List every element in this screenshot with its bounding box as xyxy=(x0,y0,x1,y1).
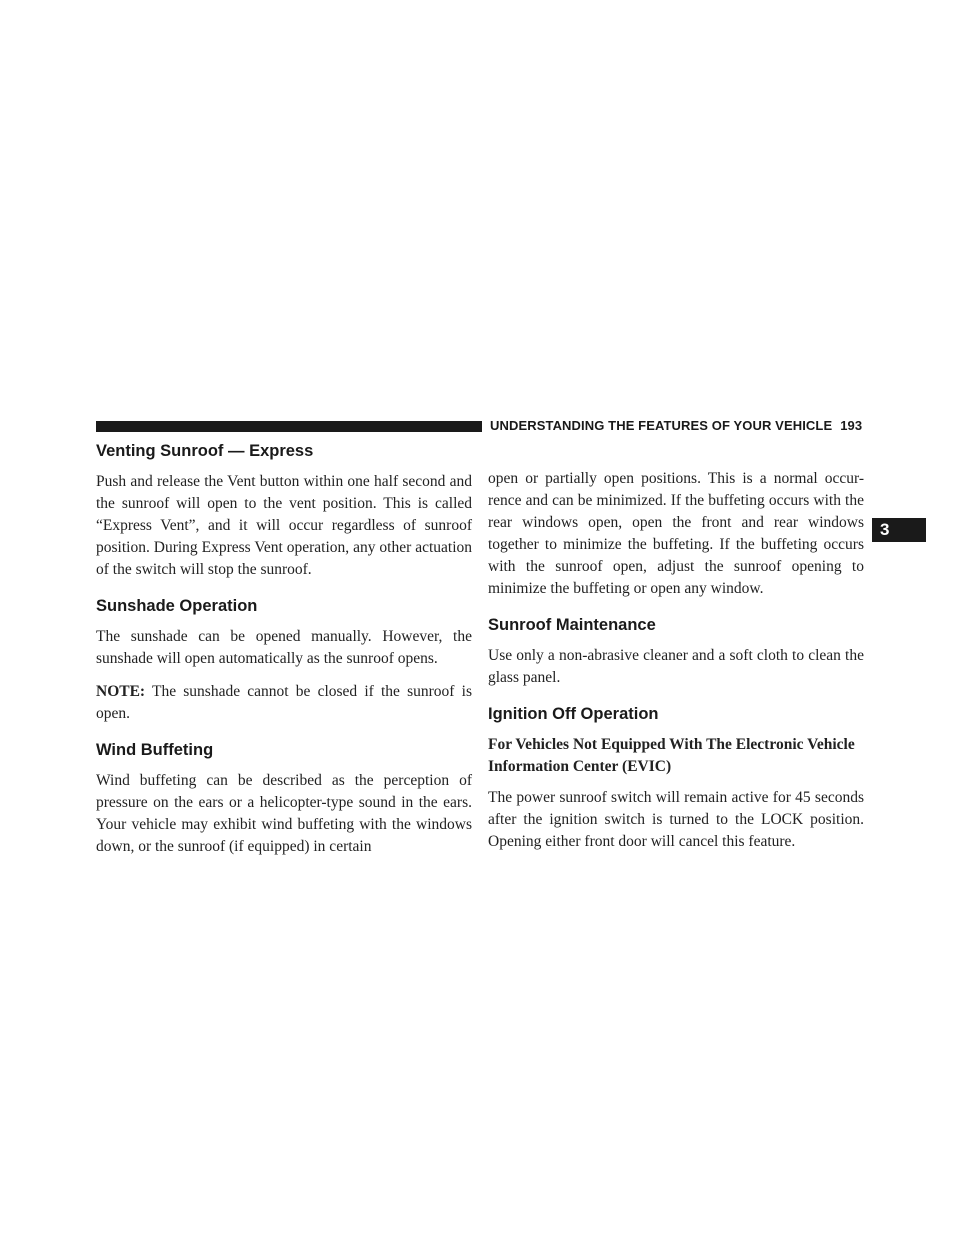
header-rule xyxy=(96,421,482,432)
ignition-heading: Ignition Off Operation xyxy=(488,705,659,723)
wind-body: Wind buffeting can be described as the perception of pressure on the ears or a helicopter-type sound in the ears. Your vehicle may exhibit wind buffeting with the windows down, or the sunroof (if equipped) in certain xyxy=(96,772,472,855)
chapter-tab: 3 xyxy=(872,518,926,542)
maintenance-heading: Sunroof Maintenance xyxy=(488,616,656,634)
sunshade-note xyxy=(96,681,472,725)
sunshade-heading: Sunshade Operation xyxy=(96,597,258,615)
note-text: The sunshade cannot be closed if the sunroof is open. xyxy=(96,683,472,722)
wind-heading: Wind Buffeting xyxy=(96,741,214,759)
left-column xyxy=(96,440,472,869)
right-column xyxy=(488,468,864,864)
header-title: UNDERSTANDING THE FEATURES OF YOUR VEHICLE xyxy=(490,418,833,433)
maintenance-body: Use only a non-abrasive cleaner and a soft cloth to clean the glass panel. xyxy=(488,647,864,686)
note-label: NOTE: xyxy=(96,683,146,700)
venting-body: Push and release the Vent button within one half second and the sunroof will open to the vent position. This is called “Express Vent”, and it will occur regardless of sunroof position. During Express Vent operation, any other actuation of the switch will stop the sunroof. xyxy=(96,473,472,578)
sunshade-body: The sunshade can be opened manually. However, the sunshade will open automatically as the sunroof opens. xyxy=(96,628,472,667)
running-header xyxy=(490,418,864,434)
page-number: 193 xyxy=(840,418,863,433)
wind-continued: open or partially open positions. This is a normal occur-rence and can be minimized. If the buffeting occurs with the rear windows open, open the front and rear windows together to minimize the buffeting. If the buffeting occurs with the sunroof open, adjust the sunroof opening to minimize the buffeting or open any window. xyxy=(488,470,864,597)
venting-heading: Venting Sunroof — Express xyxy=(96,442,314,460)
ignition-subheading: For Vehicles Not Equipped With The Electronic Vehicle Information Center (EVIC) xyxy=(488,736,855,775)
ignition-body: The power sunroof switch will remain active for 45 seconds after the ignition switch is turned to the LOCK position. Opening either front door will cancel this feature. xyxy=(488,789,864,850)
